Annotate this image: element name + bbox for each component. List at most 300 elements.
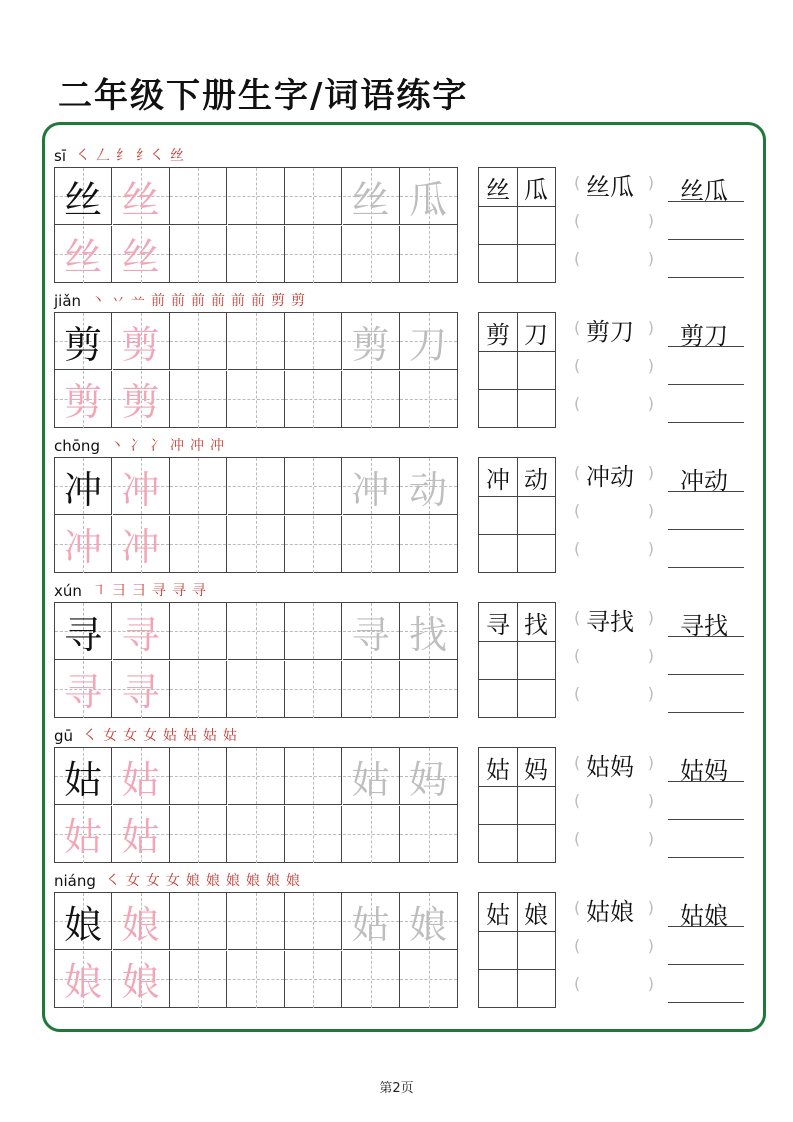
stroke-order-step: 𠃋	[95, 148, 110, 164]
practice-grid	[54, 892, 458, 1008]
model-char: 寻	[63, 612, 102, 657]
underline-blank[interactable]	[668, 388, 744, 423]
pinyin: xún	[54, 582, 82, 600]
divider	[479, 641, 555, 642]
trace-word-char: 妈	[408, 757, 447, 802]
practice-cell[interactable]	[113, 661, 170, 718]
stroke-order-step: 女	[145, 873, 160, 889]
stroke-order-step: 䒑	[131, 293, 146, 309]
word-box-char: 丝	[486, 175, 510, 204]
trace-char: 丝	[63, 235, 102, 279]
divider	[479, 534, 555, 535]
practice-cell[interactable]	[170, 806, 227, 863]
paren-open: (	[574, 463, 581, 482]
paren-blank[interactable]	[574, 823, 654, 853]
practice-cell[interactable]	[343, 168, 400, 225]
pinyin-row	[54, 143, 190, 165]
practice-cell[interactable]	[113, 603, 170, 660]
practice-cell[interactable]	[228, 748, 285, 805]
page-title: 二年级下册生字/词语练字	[58, 76, 469, 116]
word-box-char: 娘	[524, 900, 548, 929]
practice-cell[interactable]	[228, 516, 285, 573]
trace-word-char: 寻	[351, 612, 390, 657]
underline-blank[interactable]	[668, 350, 744, 385]
underline-blank[interactable]	[668, 243, 744, 278]
underline-blank[interactable]	[668, 640, 744, 675]
practice-cell[interactable]	[113, 748, 170, 805]
stroke-order-step: 女	[165, 873, 180, 889]
trace-char: 寻	[121, 670, 160, 714]
pinyin-row	[54, 723, 243, 745]
practice-cell[interactable]	[400, 371, 457, 428]
stroke-order-step: 前	[211, 293, 226, 309]
stroke-order-step: 姑	[223, 728, 238, 744]
paren-open: (	[574, 539, 581, 558]
stroke-order-step: 纟㇛	[135, 148, 164, 164]
practice-cell[interactable]	[170, 313, 227, 370]
paren-blank[interactable]	[574, 495, 654, 525]
practice-cell[interactable]	[228, 226, 285, 283]
practice-cell[interactable]	[400, 661, 457, 718]
stroke-order-step: 寻	[171, 583, 186, 599]
char-section-2	[54, 433, 754, 573]
paren-open: (	[574, 936, 581, 955]
practice-cell[interactable]	[400, 516, 457, 573]
paren-blank[interactable]	[574, 533, 654, 563]
trace-word-char: 丝	[351, 177, 390, 222]
paren-close: )	[647, 791, 654, 810]
paren-blank[interactable]	[574, 243, 654, 273]
pinyin-row	[54, 578, 212, 600]
divider	[479, 786, 555, 787]
char-section-0	[54, 143, 754, 283]
paren-open: (	[574, 898, 581, 917]
trace-char: 冲	[121, 525, 160, 569]
trace-char: 冲	[121, 467, 160, 512]
stroke-order-step: 丶	[109, 438, 124, 454]
practice-cell[interactable]	[285, 806, 342, 863]
paren-blank[interactable]	[574, 205, 654, 235]
word-box-char: 找	[524, 610, 548, 639]
stroke-order-step: 前	[251, 293, 266, 309]
underline-blank	[668, 602, 744, 640]
practice-cell[interactable]	[285, 951, 342, 1008]
word-box-char: 刀	[524, 320, 548, 349]
trace-word-char: 动	[408, 467, 447, 512]
stroke-order-step: 娘	[185, 873, 200, 889]
practice-cell[interactable]	[228, 893, 285, 950]
practice-cell[interactable]	[343, 371, 400, 428]
model-char: 剪	[63, 322, 102, 367]
stroke-order-step: 前	[231, 293, 246, 309]
stroke-order-step: 彐	[131, 583, 146, 599]
paren-word: 冲动	[586, 463, 634, 491]
char-section-3	[54, 578, 754, 718]
word-box	[478, 167, 556, 283]
paren-close: )	[647, 318, 654, 337]
pinyin-row	[54, 288, 311, 310]
model-char: 娘	[63, 902, 102, 947]
paren-open: (	[574, 753, 581, 772]
paren-close: )	[647, 646, 654, 665]
stroke-order-step: ㇕	[91, 583, 106, 599]
practice-cell[interactable]	[113, 226, 170, 283]
practice-cell[interactable]	[285, 893, 342, 950]
stroke-order-step: 冲	[209, 438, 224, 454]
stroke-order-step: 娘	[225, 873, 240, 889]
stroke-order-step: 寻	[191, 583, 206, 599]
trace-word-char: 冲	[351, 467, 390, 512]
paren-blank[interactable]	[574, 968, 654, 998]
paren-blank	[574, 457, 654, 491]
paren-close: )	[647, 394, 654, 413]
word-box	[478, 747, 556, 863]
practice-cell[interactable]	[285, 313, 342, 370]
paren-open: (	[574, 249, 581, 268]
paren-word: 丝瓜	[586, 173, 634, 201]
practice-grid	[54, 167, 458, 283]
trace-char: 娘	[63, 960, 102, 1004]
practice-cell[interactable]	[400, 313, 457, 370]
practice-cell[interactable]	[228, 458, 285, 515]
practice-cell[interactable]	[400, 603, 457, 660]
divider	[479, 931, 555, 932]
trace-word-char: 剪	[351, 322, 390, 367]
practice-cell[interactable]	[55, 893, 112, 950]
practice-cell[interactable]	[170, 603, 227, 660]
stroke-order-step: 女	[103, 728, 118, 744]
paren-close: )	[647, 539, 654, 558]
underline-blank[interactable]	[668, 823, 744, 858]
page-number: 第2页	[379, 1081, 414, 1096]
practice-cell[interactable]	[113, 893, 170, 950]
divider	[479, 206, 555, 207]
stroke-order-step: 丝	[169, 148, 184, 164]
practice-cell[interactable]	[170, 458, 227, 515]
practice-cell[interactable]	[343, 806, 400, 863]
practice-cell[interactable]	[400, 951, 457, 1008]
trace-word-char: 瓜	[408, 177, 447, 222]
practice-cell[interactable]	[113, 806, 170, 863]
underline-word: 丝瓜	[680, 177, 728, 205]
underline-word: 剪刀	[680, 322, 728, 350]
paren-blank	[574, 312, 654, 346]
underline-blank[interactable]	[668, 495, 744, 530]
stroke-order-step: 寻	[151, 583, 166, 599]
stroke-order-step: 娘	[245, 873, 260, 889]
practice-cell[interactable]	[55, 661, 112, 718]
stroke-order-step: 冫	[149, 438, 164, 454]
practice-grid	[54, 457, 458, 573]
trace-char: 姑	[63, 815, 102, 859]
practice-grid	[54, 312, 458, 428]
pinyin: jiǎn	[54, 292, 82, 310]
practice-cell[interactable]	[343, 893, 400, 950]
stroke-order-step: 冫	[129, 438, 144, 454]
practice-cell[interactable]	[285, 748, 342, 805]
trace-char: 剪	[121, 380, 160, 424]
paren-open: (	[574, 394, 581, 413]
practice-cell[interactable]	[228, 168, 285, 225]
practice-cell[interactable]	[55, 458, 112, 515]
practice-cell[interactable]	[343, 661, 400, 718]
practice-cell[interactable]	[55, 806, 112, 863]
trace-char: 冲	[63, 525, 102, 569]
paren-close: )	[647, 684, 654, 703]
paren-blank[interactable]	[574, 930, 654, 960]
stroke-order-step: 彐	[111, 583, 126, 599]
practice-cell[interactable]	[55, 603, 112, 660]
practice-cell[interactable]	[113, 168, 170, 225]
model-char: 丝	[63, 177, 102, 222]
practice-cell[interactable]	[285, 603, 342, 660]
char-section-5	[54, 868, 754, 1008]
pinyin: sī	[54, 147, 66, 165]
stroke-order-step: 姑	[163, 728, 178, 744]
stroke-order-step: 前	[171, 293, 186, 309]
practice-cell[interactable]	[170, 226, 227, 283]
stroke-order-step: 姑	[203, 728, 218, 744]
underline-blank	[668, 457, 744, 495]
trace-word-char: 姑	[351, 757, 390, 802]
paren-open: (	[574, 791, 581, 810]
underline-blank[interactable]	[668, 205, 744, 240]
trace-char: 剪	[121, 322, 160, 367]
practice-cell[interactable]	[285, 516, 342, 573]
stroke-order-step: 娘	[205, 873, 220, 889]
practice-cell[interactable]	[343, 516, 400, 573]
paren-close: )	[647, 501, 654, 520]
practice-cell[interactable]	[113, 313, 170, 370]
paren-blank[interactable]	[574, 388, 654, 418]
divider	[479, 969, 555, 970]
practice-cell[interactable]	[285, 168, 342, 225]
practice-cell[interactable]	[170, 951, 227, 1008]
paren-close: )	[647, 463, 654, 482]
practice-cell[interactable]	[170, 168, 227, 225]
trace-word-char: 刀	[408, 322, 447, 367]
practice-cell[interactable]	[400, 168, 457, 225]
practice-cell[interactable]	[113, 951, 170, 1008]
practice-cell[interactable]	[170, 371, 227, 428]
underline-blank[interactable]	[668, 930, 744, 965]
pinyin: chōng	[54, 437, 100, 455]
paren-blank[interactable]	[574, 640, 654, 670]
practice-cell[interactable]	[343, 458, 400, 515]
trace-char: 寻	[121, 612, 160, 657]
practice-cell[interactable]	[285, 371, 342, 428]
divider	[479, 679, 555, 680]
stroke-order-step: 剪	[271, 293, 286, 309]
practice-cell[interactable]	[343, 951, 400, 1008]
paren-blank[interactable]	[574, 350, 654, 380]
stroke-order-step: 剪	[291, 293, 306, 309]
stroke-order-step: ㇛	[83, 728, 98, 744]
paren-close: )	[647, 608, 654, 627]
stroke-order-step: 女	[143, 728, 158, 744]
pinyin: niáng	[54, 872, 96, 890]
paren-close: )	[647, 211, 654, 230]
practice-cell[interactable]	[400, 748, 457, 805]
practice-cell[interactable]	[170, 893, 227, 950]
word-box-char: 动	[524, 465, 548, 494]
stroke-order-step: 冲	[169, 438, 184, 454]
word-box	[478, 892, 556, 1008]
paren-blank	[574, 747, 654, 781]
paren-blank	[574, 167, 654, 201]
underline-word: 寻找	[680, 612, 728, 640]
char-section-4	[54, 723, 754, 863]
underline-blank	[668, 312, 744, 350]
practice-cell[interactable]	[343, 313, 400, 370]
practice-cell[interactable]	[55, 371, 112, 428]
divider	[479, 824, 555, 825]
paren-open: (	[574, 829, 581, 848]
practice-cell[interactable]	[170, 661, 227, 718]
char-section-1	[54, 288, 754, 428]
divider	[479, 351, 555, 352]
trace-word-char: 姑	[351, 902, 390, 947]
word-box-char: 冲	[486, 465, 510, 494]
paren-word: 姑妈	[586, 753, 634, 781]
paren-open: (	[574, 608, 581, 627]
paren-open: (	[574, 356, 581, 375]
practice-cell[interactable]	[55, 168, 112, 225]
word-box	[478, 602, 556, 718]
practice-cell[interactable]	[343, 226, 400, 283]
underline-blank[interactable]	[668, 785, 744, 820]
word-box-char: 妈	[524, 755, 548, 784]
stroke-order-step: 前	[151, 293, 166, 309]
stroke-order-step: 纟	[115, 148, 130, 164]
practice-cell[interactable]	[55, 748, 112, 805]
underline-blank	[668, 167, 744, 205]
paren-close: )	[647, 829, 654, 848]
underline-blank[interactable]	[668, 533, 744, 568]
practice-cell[interactable]	[113, 371, 170, 428]
paren-close: )	[647, 249, 654, 268]
paren-blank[interactable]	[574, 678, 654, 708]
practice-cell[interactable]	[400, 893, 457, 950]
practice-cell[interactable]	[55, 226, 112, 283]
stroke-order-step: ㇛	[75, 148, 90, 164]
underline-word: 姑娘	[680, 902, 728, 930]
underline-word: 姑妈	[680, 757, 728, 785]
paren-close: )	[647, 898, 654, 917]
stroke-order-step: 丶	[91, 293, 106, 309]
trace-char: 娘	[121, 902, 160, 947]
underline-blank	[668, 892, 744, 930]
paren-close: )	[647, 974, 654, 993]
trace-char: 剪	[63, 380, 102, 424]
trace-char: 寻	[63, 670, 102, 714]
model-char: 姑	[63, 757, 102, 802]
practice-cell[interactable]	[285, 458, 342, 515]
practice-cell[interactable]	[170, 516, 227, 573]
practice-cell[interactable]	[113, 516, 170, 573]
word-box-char: 寻	[486, 610, 510, 639]
paren-word: 姑娘	[586, 898, 634, 926]
practice-cell[interactable]	[228, 313, 285, 370]
pinyin: gū	[54, 727, 74, 745]
stroke-order-step: 女	[125, 873, 140, 889]
practice-cell[interactable]	[228, 371, 285, 428]
practice-cell[interactable]	[400, 226, 457, 283]
practice-grid	[54, 602, 458, 718]
divider	[479, 389, 555, 390]
trace-char: 娘	[121, 960, 160, 1004]
word-box-char: 姑	[486, 755, 510, 784]
paren-open: (	[574, 211, 581, 230]
word-box-char: 姑	[486, 900, 510, 929]
practice-cell[interactable]	[55, 313, 112, 370]
practice-cell[interactable]	[343, 748, 400, 805]
underline-blank[interactable]	[668, 968, 744, 1003]
stroke-order-step: 娘	[285, 873, 300, 889]
paren-open: (	[574, 318, 581, 337]
trace-char: 姑	[121, 757, 160, 802]
stroke-order-step: ㇛	[105, 873, 120, 889]
paren-close: )	[647, 936, 654, 955]
stroke-order-step: 姑	[183, 728, 198, 744]
paren-word: 剪刀	[586, 318, 634, 346]
paren-close: )	[647, 356, 654, 375]
trace-word-char: 找	[408, 612, 447, 657]
practice-cell[interactable]	[400, 458, 457, 515]
paren-open: (	[574, 684, 581, 703]
pinyin-row	[54, 433, 230, 455]
practice-cell[interactable]	[170, 748, 227, 805]
divider	[479, 244, 555, 245]
paren-blank[interactable]	[574, 785, 654, 815]
paren-word: 寻找	[586, 608, 634, 636]
practice-cell[interactable]	[228, 603, 285, 660]
word-box	[478, 312, 556, 428]
practice-cell[interactable]	[228, 806, 285, 863]
word-box	[478, 457, 556, 573]
practice-cell[interactable]	[285, 661, 342, 718]
stroke-order-step: 娘	[265, 873, 280, 889]
practice-cell[interactable]	[55, 516, 112, 573]
practice-cell[interactable]	[285, 226, 342, 283]
practice-cell[interactable]	[55, 951, 112, 1008]
paren-blank	[574, 892, 654, 926]
practice-cell[interactable]	[400, 806, 457, 863]
paren-open: (	[574, 501, 581, 520]
practice-cell[interactable]	[113, 458, 170, 515]
underline-blank[interactable]	[668, 678, 744, 713]
practice-grid	[54, 747, 458, 863]
stroke-order-step: 前	[191, 293, 206, 309]
pinyin-row	[54, 868, 306, 890]
trace-char: 丝	[121, 235, 160, 279]
stroke-order-step: 冲	[189, 438, 204, 454]
trace-char: 姑	[121, 815, 160, 859]
stroke-order-step: 丷	[111, 293, 126, 309]
practice-cell[interactable]	[228, 661, 285, 718]
word-box-char: 剪	[486, 320, 510, 349]
paren-open: (	[574, 646, 581, 665]
practice-cell[interactable]	[228, 951, 285, 1008]
practice-cell[interactable]	[343, 603, 400, 660]
paren-close: )	[647, 753, 654, 772]
divider	[479, 496, 555, 497]
underline-word: 冲动	[680, 467, 728, 495]
paren-close: )	[647, 173, 654, 192]
paren-open: (	[574, 173, 581, 192]
trace-word-char: 娘	[408, 902, 447, 947]
trace-char: 丝	[121, 177, 160, 222]
